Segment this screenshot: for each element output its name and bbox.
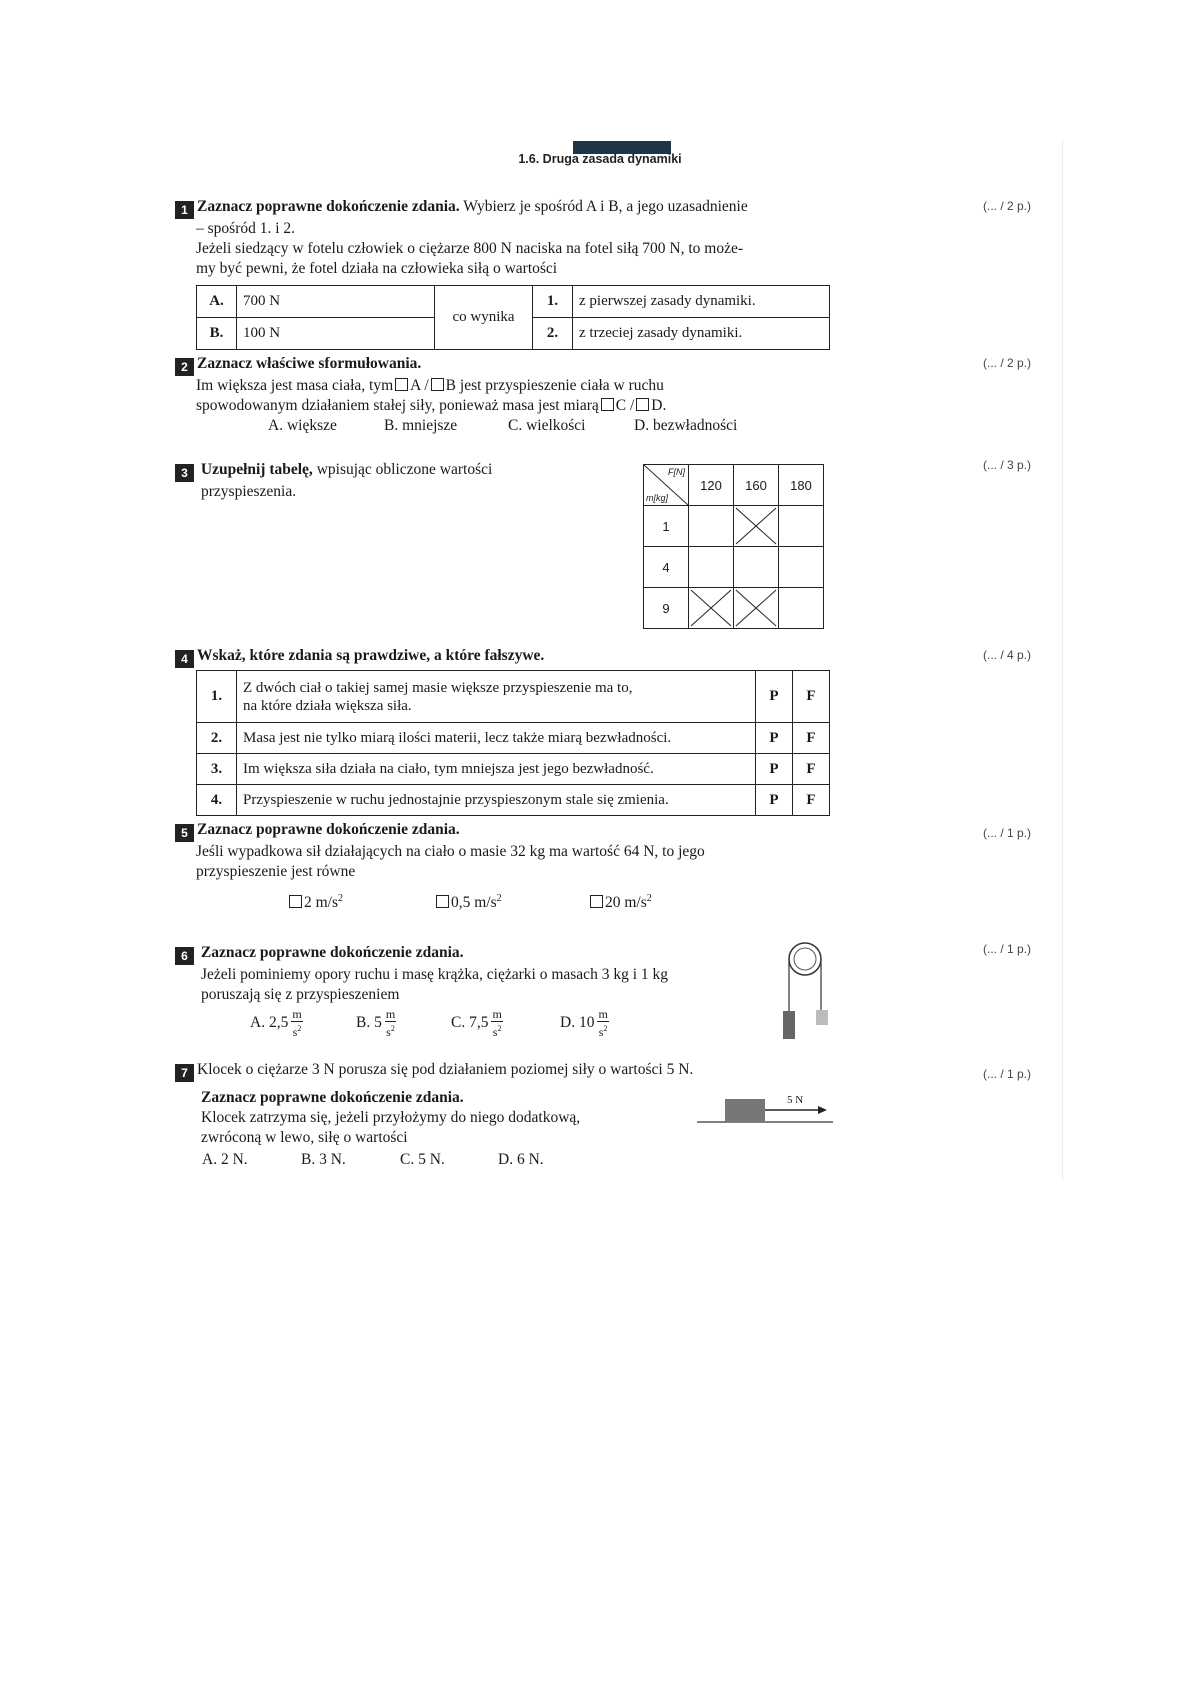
row-number: 1.: [197, 671, 237, 723]
checkbox[interactable]: [436, 895, 449, 908]
task-text: spowodowanym działaniem stałej siły, ponieważ masa jest miarą: [196, 397, 599, 414]
task-4: [175, 646, 835, 668]
checkbox[interactable]: [431, 378, 444, 391]
option[interactable]: B. 3 N.: [301, 1151, 346, 1168]
crossed-cell: [689, 588, 734, 629]
true-option[interactable]: P: [756, 785, 793, 816]
option[interactable]: D. 10 $\frac{m}{s^2}$: [560, 1007, 608, 1039]
statement: Im większa siła działa na ciało, tym mniejsza jest jego bezwładność.: [237, 754, 756, 785]
mass-value: 1: [644, 506, 689, 547]
page-title: 1.6. Druga zasada dynamiki: [518, 152, 682, 166]
option-value[interactable]: z trzeciej zasady dynamiki.: [573, 318, 830, 350]
points: (... / 4 p.): [983, 648, 1032, 662]
task-text: Wybierz je spośród A i B, a jego uzasadnienie: [463, 198, 748, 215]
statement: [237, 671, 756, 723]
true-option[interactable]: P: [756, 723, 793, 754]
option-label: 1.: [533, 286, 573, 318]
task-text: Klocek o ciężarze 3 N porusza się pod działaniem poziomej siły o wartości 5 N.: [197, 1061, 694, 1078]
option[interactable]: B. mniejsze: [384, 417, 458, 434]
answer-cell[interactable]: [779, 506, 824, 547]
weight-1kg: [816, 1010, 828, 1025]
points: (... / 2 p.): [983, 199, 1032, 213]
mass-header: m[kg]: [646, 493, 669, 503]
task-text: przyspieszenie jest równe: [196, 863, 356, 880]
task-number: 4: [175, 650, 194, 668]
task-3: [175, 460, 555, 502]
connector-cell: co wynika: [435, 286, 533, 350]
task-lead: Zaznacz poprawne dokończenie zdania.: [201, 1089, 464, 1106]
points: (... / 1 p.): [983, 826, 1032, 840]
task-lead: Zaznacz poprawne dokończenie zdania.: [197, 198, 460, 215]
page-edge: [1062, 140, 1063, 1180]
task-text: B jest przyspieszenie ciała w ruchu: [445, 377, 664, 394]
pulley-diagram: [770, 940, 840, 1040]
option[interactable]: C. 7,5 $\frac{m}{s^2}$: [451, 1007, 502, 1039]
true-false-table: [196, 670, 830, 816]
statement: Przyspieszenie w ruchu jednostajnie przyspieszonym stale się zmienia.: [237, 785, 756, 816]
task-number: 1: [175, 201, 194, 219]
task-text: C /: [615, 397, 635, 414]
row-number: 3.: [197, 754, 237, 785]
task-number: 3: [175, 464, 194, 482]
points: (... / 1 p.): [983, 942, 1032, 956]
row-number: 4.: [197, 785, 237, 816]
answer-cell[interactable]: [779, 588, 824, 629]
false-option[interactable]: F: [793, 723, 830, 754]
task-lead: Zaznacz poprawne dokończenie zdania.: [197, 821, 460, 838]
task-text: Klocek zatrzyma się, jeżeli przyłożymy do niego dodatkową,: [201, 1109, 581, 1126]
option-label: B.: [197, 318, 237, 350]
force-label: 5 N: [787, 1094, 804, 1106]
weight-3kg: [783, 1011, 795, 1039]
task-lead: Wskaż, które zdania są prawdziwe, a które fałszywe.: [197, 647, 545, 664]
option[interactable]: 2 $m/s^2$: [287, 893, 343, 912]
crossed-cell: [734, 588, 779, 629]
task-text: Jeżeli siedzący w fotelu człowiek o ciężarze 800 N naciska na fotel siłą 700 N, to może-: [196, 240, 744, 257]
answer-cell[interactable]: [689, 547, 734, 588]
task-5: [175, 820, 835, 882]
option-label: 2.: [533, 318, 573, 350]
statement-line: na które działa większa siła.: [243, 697, 412, 714]
points: (... / 1 p.): [983, 1067, 1032, 1081]
task-lead: Uzupełnij tabelę,: [200, 461, 313, 478]
option[interactable]: D. 6 N.: [498, 1151, 544, 1168]
force-value: 120: [689, 465, 734, 506]
false-option[interactable]: F: [793, 754, 830, 785]
statement-line: Z dwóch ciał o takiej samej masie większe przyspieszenie ma to,: [243, 679, 633, 696]
task-text: przyspieszenia.: [201, 483, 297, 500]
checkbox[interactable]: [289, 895, 302, 908]
option-label: A.: [197, 286, 237, 318]
task-number: 6: [175, 947, 194, 965]
header-corner: [644, 465, 689, 506]
option[interactable]: 0,5 $m/s^2$: [434, 893, 502, 912]
true-option[interactable]: P: [756, 671, 793, 723]
answer-cell[interactable]: [734, 547, 779, 588]
option-value[interactable]: z pierwszej zasady dynamiki.: [573, 286, 830, 318]
option[interactable]: A. 2,5 $\frac{m}{s^2}$: [250, 1007, 302, 1039]
row-number: 2.: [197, 723, 237, 754]
answer-cell[interactable]: [689, 506, 734, 547]
crossed-cell: [734, 506, 779, 547]
task-1: [175, 197, 835, 279]
false-option[interactable]: F: [793, 785, 830, 816]
task-6: [175, 943, 735, 1005]
mass-value: 9: [644, 588, 689, 629]
task-number: 2: [175, 358, 194, 376]
option[interactable]: A. 2 N.: [202, 1151, 248, 1168]
task-text: – spośród 1. i 2.: [196, 220, 296, 237]
task-text: D.: [651, 397, 667, 414]
option[interactable]: 20 $m/s^2$: [588, 893, 652, 912]
force-header: F[N]: [668, 467, 685, 477]
option[interactable]: B. 5 $\frac{m}{s^2}$: [356, 1007, 396, 1039]
option[interactable]: C. 5 N.: [400, 1151, 445, 1168]
task-number: 7: [175, 1064, 194, 1082]
task-text: my być pewni, że fotel działa na człowieka siłą o wartości: [196, 260, 558, 277]
answer-table: [196, 285, 830, 350]
task-text: Im większa jest masa ciała, tym: [196, 377, 394, 394]
checkbox[interactable]: [395, 378, 408, 391]
mass-value: 4: [644, 547, 689, 588]
option[interactable]: C. wielkości: [508, 417, 586, 434]
answer-cell[interactable]: [779, 547, 824, 588]
acceleration-table: [643, 464, 824, 629]
task-2: [175, 354, 835, 416]
task-text: wpisując obliczone wartości: [316, 461, 493, 478]
option-value[interactable]: 700 N: [237, 286, 435, 318]
points: (... / 2 p.): [983, 356, 1032, 370]
task-text: zwróconą w lewo, siłę o wartości: [201, 1129, 408, 1146]
force-value: 180: [779, 465, 824, 506]
task-text: poruszają się z przyspieszeniem: [201, 986, 400, 1003]
task-text: Jeśli wypadkowa sił działających na ciało o masie 32 kg ma wartość 64 N, to jego: [196, 843, 705, 860]
checkbox[interactable]: [601, 398, 614, 411]
task-lead: Zaznacz właściwe sformułowania.: [197, 355, 422, 372]
task-lead: Zaznacz poprawne dokończenie zdania.: [200, 944, 464, 961]
force-value: 160: [734, 465, 779, 506]
checkbox[interactable]: [636, 398, 649, 411]
points: (... / 3 p.): [983, 458, 1032, 472]
block: [725, 1099, 765, 1122]
task-text: Jeżeli pominiemy opory ruchu i masę krążka, ciężarki o masach 3 kg i 1 kg: [201, 966, 668, 983]
true-option[interactable]: P: [756, 754, 793, 785]
pulley-inner: [794, 948, 816, 970]
task-text: A /: [410, 377, 429, 394]
checkbox[interactable]: [590, 895, 603, 908]
block-diagram: [695, 1090, 835, 1130]
option-value[interactable]: 100 N: [237, 318, 435, 350]
option[interactable]: D. bezwładności: [634, 417, 738, 434]
statement: Masa jest nie tylko miarą ilości materii, lecz także miarą bezwładności.: [237, 723, 756, 754]
false-option[interactable]: F: [793, 671, 830, 723]
arrow-head: [818, 1106, 827, 1114]
option[interactable]: A. większe: [268, 417, 337, 434]
task-number: 5: [175, 824, 194, 842]
